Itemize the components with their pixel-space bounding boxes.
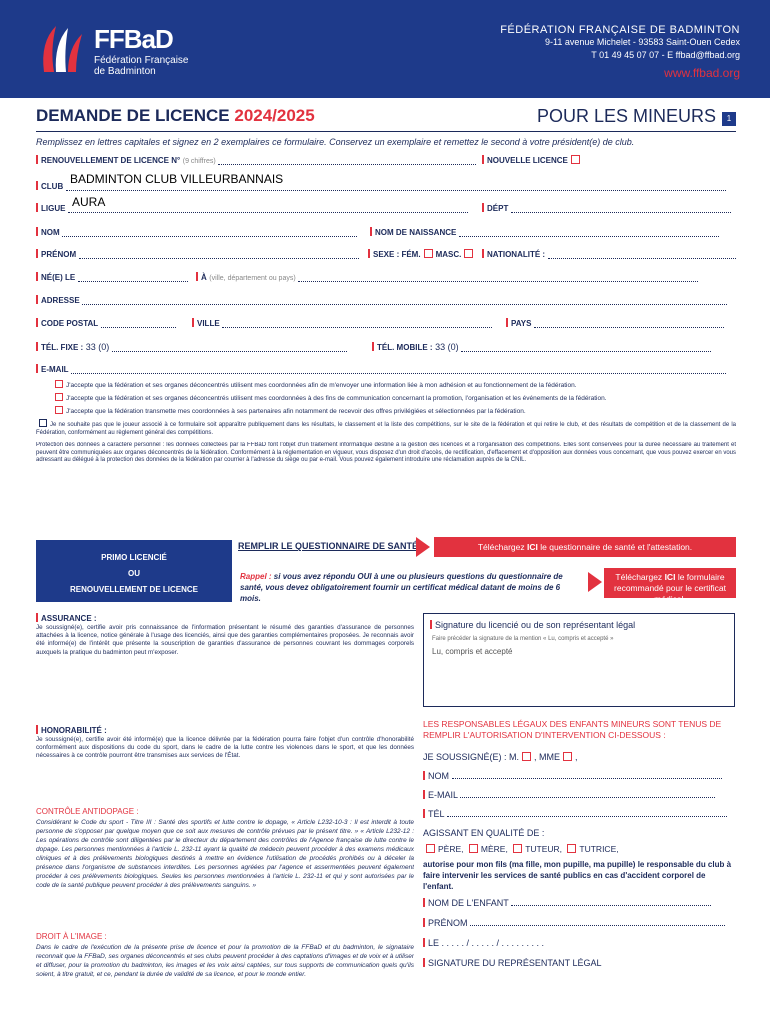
- title-divider: [36, 131, 736, 132]
- download-questionnaire-button[interactable]: Téléchargez ICI le questionnaire de santé et l'attestation.: [434, 537, 736, 557]
- legal-heading: LES RESPONSABLES LÉGAUX DES ENFANTS MINEURS SONT TENUS DE REMPLIR L'AUTORISATION D'INTERVENTION CI-DESSOUS :: [423, 719, 722, 740]
- child-firstname-field[interactable]: PRÉNOM: [423, 918, 735, 928]
- birth-name-field[interactable]: NOM DE NAISSANCE: [370, 227, 736, 237]
- country-field[interactable]: PAYS: [506, 318, 736, 328]
- consent-item-3: J'accepte que la fédération transmette mes coordonnées à ses partenaires afin notamment de recevoir des offres privilégiées et sélectionnées par la fédération.: [52, 406, 526, 415]
- postal-code-field[interactable]: CODE POSTAL: [36, 318, 190, 328]
- league-value: AURA: [72, 195, 106, 209]
- first-name-field[interactable]: PRÉNOM: [36, 249, 366, 259]
- new-license-field: NOUVELLE LICENCE: [482, 155, 582, 165]
- form-title: DEMANDE DE LICENCE 2024/2025: [36, 106, 315, 125]
- club-field[interactable]: CLUB: [36, 181, 736, 191]
- email-field[interactable]: E-MAIL: [36, 364, 736, 374]
- club-value: BADMINTON CLUB VILLEURBANNAIS: [70, 172, 284, 186]
- last-name-field[interactable]: NOM: [36, 227, 366, 237]
- arrow-icon-2: [588, 572, 602, 592]
- insurance-title: ASSURANCE :: [36, 613, 97, 623]
- shuttlecock-icon: [36, 22, 86, 78]
- mother-checkbox[interactable]: [469, 844, 478, 853]
- org-website-link[interactable]: www.ffbad.org: [664, 66, 740, 80]
- honorability-title: HONORABILITÉ :: [36, 725, 107, 735]
- consent-checkbox-2[interactable]: [55, 393, 63, 401]
- landline-field[interactable]: TÉL. FIXE : 33 (0): [36, 342, 370, 352]
- legal-agissant: AGISSANT EN QUALITÉ DE :: [423, 828, 545, 838]
- sex-field: SEXE : FÉM. MASC.: [368, 249, 478, 259]
- mr-checkbox[interactable]: [522, 752, 531, 761]
- insurance-text: Je soussigné(e), certifie avoir pris connaissance de l'information présentant le résumé des garanties d'assurance de personnes attachées à la licence, notice générale à l'usage des licenciés, ainsi que des garanties complémentaires proposées. Je reconnais avoir été informé(e) de l'intérêt que présente la souscription de garanties d'assurance de personnes couvrant les dommages corporels auxquels la pratique du badminton peut m'exposer.: [36, 624, 414, 656]
- consent-checkbox-1[interactable]: [55, 380, 63, 388]
- birth-date-field[interactable]: NÉ(E) LE: [36, 272, 196, 282]
- legal-name-field[interactable]: NOM: [423, 771, 735, 781]
- birth-place-field[interactable]: À (ville, département ou pays): [196, 272, 736, 282]
- results-checkbox[interactable]: [39, 419, 47, 427]
- health-questionnaire-link[interactable]: REMPLIR LE QUESTIONNAIRE DE SANTÉ: [238, 541, 419, 551]
- brand-name: FFBaD: [94, 23, 173, 54]
- antidoping-text: Considérant le Code du sport - Titre III : Santé des sportifs et lutte contre le dopage, « Article L232-10-3 : Il est interdit à toute personne de s'opposer par quelque moyen que ce soit aux mesures de contrôle prévues par le présent titre. » « Article L232-12 : Les opérations de contrôle sont diligentées par le directeur du département des contrôles de l'Agence française de lutte contre le dopage. Les personnes mentionnées à l'article L. 232-11 ayant la qualité de médecin peuvent procéder à des examens médicaux cliniques et à des prélèvements biologiques destinés à mettre en évidence l'utilisation de procédés prohibés ou à déceler la présence dans l'organisme de substances interdites. Les personnes agréées par l'agence et assermentées peuvent également procéder à ces prélèvements biologiques. Seules les personnes mentionnées à l'article L. 232-11 et qui y sont autorisées par le code de la santé publique peuvent procéder à des prélèvements sanguins. »: [36, 819, 414, 889]
- legal-phone-field[interactable]: TÉL: [423, 809, 735, 819]
- sex-female-checkbox[interactable]: [424, 249, 433, 258]
- child-name-field[interactable]: NOM DE L'ENFANT: [423, 898, 735, 908]
- sex-male-checkbox[interactable]: [464, 249, 473, 258]
- page-number: 1: [722, 112, 736, 126]
- honorability-text: Je soussigné(e), certifie avoir été informé(e) que la licence délivrée par la fédération pourra faire l'objet d'un contrôle d'honorabilité conformément aux dispositions du code du sport, dans le cadre de la lutte contre les violences dans le sport, et que les données nécessaires à ce contrôle pourront être transmises aux services de l'État.: [36, 736, 414, 760]
- rappel-text: Rappel : si vous avez répondu OUI à une ou plusieurs questions du questionnaire de santé, vous devez obligatoirement fournir un certificat médical datant de moins de 6 mois.: [240, 572, 563, 603]
- antidoping-title: CONTRÔLE ANTIDOPAGE :: [36, 807, 139, 816]
- date-field[interactable]: LE . . . . . / . . . . . / . . . . . . . . .: [423, 938, 735, 948]
- image-rights-text: Dans le cadre de l'exécution de la présente prise de licence et pour la promotion de la FFBaD et du badminton, le signataire reconnait que la FFBaD, ses organes déconcentrés et ses clubs peuvent procéder à des captations d'images et de voix et à utiliser et diffuser, pour la promotion du badminton, les images et les voix ainsi captées, sur tous supports de communication quels qu'ils soient, à titre gratuit, et ce, pendant la durée de validité de sa licence, et pour le monde entier.: [36, 944, 414, 978]
- image-rights-title: DROIT À L'IMAGE :: [36, 932, 107, 941]
- tutor-m-checkbox[interactable]: [513, 844, 522, 853]
- address-field[interactable]: ADRESSE: [36, 295, 736, 305]
- header-banner: [0, 0, 770, 98]
- consent-item-1: J'accepte que la fédération et ses organes déconcentrés utilisent mes coordonnées afin de m'envoyer une information liée à mon adhésion et au fonctionnement de la fédération.: [52, 380, 577, 389]
- legal-signature-label: SIGNATURE DU REPRÉSENTANT LÉGAL: [423, 958, 602, 968]
- brand-sub-2: de Badminton: [94, 65, 156, 77]
- legal-authorization-text: autorise pour mon fils (ma fille, mon pupille, ma pupille) le responsable du club à faire intervenir les services de santé publics en cas d'accident corporel de l'enfant.: [423, 860, 732, 891]
- results-consent: Je ne souhaite pas que le joueur associé à ce formulaire soit apparaître publiquement dans les résultats, le classement et la liste des compétitions, sur le site de la fédération et qui retire le club, et des résultats de compétition et de la classement de la Fédération, conformément au règlement général des compétitions.: [36, 419, 736, 437]
- privacy-text: Protection des données à caractère personnel : les données collectées par la FFBaD font l'objet d'un traitement informatique destiné à la gestion des licences et à l'organisation des compétitions. Elles sont conservées pour la durée nécessaire au traitement et peuvent être communiquées aux organes déconcentrés de la fédération. Conformément à la réglementation en vigueur, vous disposez d'un droit d'accès, de rectification, d'effacement et d'opposition aux données vous concernant, que vous pouvez exercer en vous adressant au délégué à la protection des données de la fédération par courrier à l'adresse du siège ou par e-mail. Vous pouvez également introduire une réclamation auprès de la CNIL.: [36, 442, 736, 463]
- signature-mention: Lu, compris et accepté: [432, 647, 513, 656]
- intro-text: Remplissez en lettres capitales et signez en 2 exemplaires ce formulaire. Conservez un exemplaire et remettez le second à votre président(e) de club.: [36, 137, 635, 147]
- arrow-icon: [416, 537, 430, 557]
- download-certificate-button[interactable]: Téléchargez ICI le formulaire recommandé pour le certificat médical.: [604, 568, 736, 598]
- signature-title: Signature du licencié ou de son représentant légal: [430, 620, 635, 630]
- new-license-checkbox[interactable]: [571, 155, 580, 164]
- renewal-license-field[interactable]: RENOUVELLEMENT DE LICENCE N° (9 chiffres): [36, 155, 476, 165]
- org-address: 9-11 avenue Michelet - 93583 Saint-Ouen Cedex: [545, 37, 740, 47]
- signature-hint: Faire précéder la signature de la mention « Lu, compris et accepté »: [432, 636, 614, 642]
- org-contact: T 01 49 45 07 07 - E ffbad@ffbad.org: [591, 50, 740, 60]
- consent-item-2: J'accepte que la fédération et ses organes déconcentrés utilisent mes coordonnées à des fins de communication concernant la promotion, l'organisation et les événements de la fédération.: [52, 393, 607, 402]
- signature-box[interactable]: [423, 613, 735, 707]
- mrs-checkbox[interactable]: [563, 752, 572, 761]
- department-field[interactable]: DÉPT: [482, 203, 736, 213]
- tutor-f-checkbox[interactable]: [567, 844, 576, 853]
- brand-sub-1: Fédération Française: [94, 54, 189, 66]
- nationality-field[interactable]: NATIONALITÉ :: [482, 249, 736, 259]
- city-field[interactable]: VILLE: [192, 318, 502, 328]
- org-name: FÉDÉRATION FRANÇAISE DE BADMINTON: [500, 24, 740, 36]
- form-season: 2024/2025: [234, 106, 315, 125]
- league-field[interactable]: LIGUE: [36, 203, 476, 213]
- legal-email-field[interactable]: E-MAIL: [423, 790, 735, 800]
- ffbad-logo: [36, 22, 189, 78]
- legal-role-options: PÈRE, MÈRE, TUTEUR, TUTRICE,: [423, 844, 619, 854]
- legal-soussigne-field: JE SOUSSIGNÉ(E) : M. , MME ,: [423, 752, 578, 762]
- consent-checkbox-3[interactable]: [55, 406, 63, 414]
- form-target: POUR LES MINEURS: [536, 106, 716, 126]
- primo-license-box: PRIMO LICENCIÉ OU RENOUVELLEMENT DE LICENCE: [36, 540, 232, 602]
- father-checkbox[interactable]: [426, 844, 435, 853]
- mobile-field[interactable]: TÉL. MOBILE : 33 (0): [372, 342, 736, 352]
